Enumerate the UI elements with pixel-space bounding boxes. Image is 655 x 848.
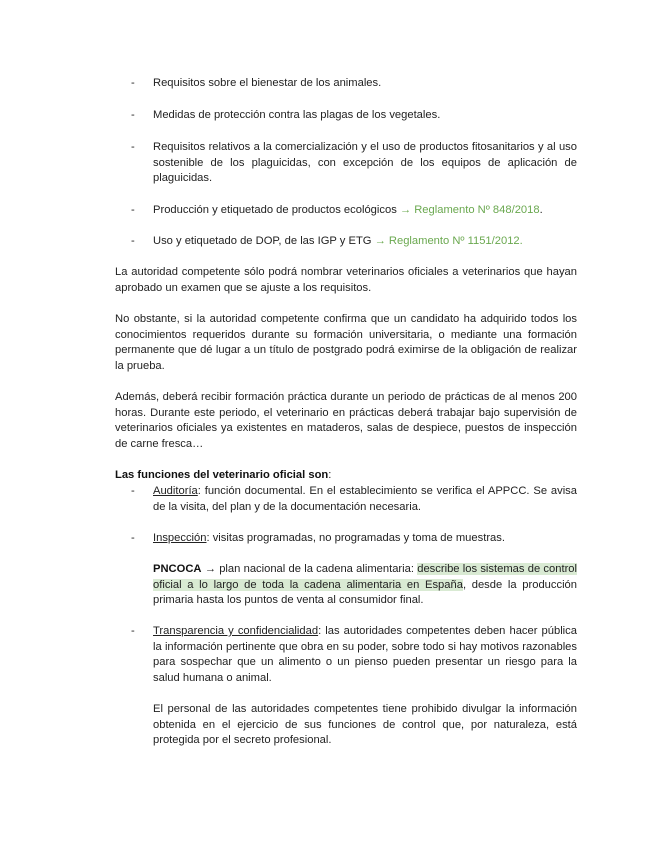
secreto-paragraph: El personal de las autoridades competentes tiene prohibido divulgar la información obtenida en el ejercicio de sus funciones de control que, por naturaleza, está protegida por el secreto profesional.: [153, 703, 577, 747]
arrow-icon: →: [374, 235, 386, 247]
bullet-dop: [153, 234, 577, 250]
pncoca-post: , desde la producción primaria hasta los puntos de venta al consumidor final.: [153, 578, 577, 607]
bullet-ecologicos-text: Producción y etiquetado de productos ecológicos: [153, 204, 397, 216]
bullet-marker: -: [131, 485, 135, 497]
bullet-transparencia: [153, 624, 577, 686]
bullet-ecologicos: [153, 203, 577, 219]
arrow-icon: →: [399, 204, 412, 216]
functions-heading: [115, 468, 577, 484]
bullet-marker: -: [131, 204, 135, 216]
bullet-bienestar: Requisitos sobre el bienestar de los animales.: [153, 77, 382, 89]
bullet-fitosanitarios: Requisitos relativos a la comercialización y el uso de productos fitosanitarios y al uso sostenible de los plaguicidas, con excepción de los equipos de aplicación de plaguicidas.: [153, 141, 577, 185]
bullet-marker: -: [131, 532, 135, 544]
functions-heading-colon: :: [328, 469, 332, 481]
bullet-plagas: Medidas de protección contra las plagas de los vegetales.: [153, 109, 441, 121]
functions-heading-text: Las funciones del veterinario oficial son: [115, 469, 329, 481]
pncoca-pre: plan nacional de la cadena alimentaria:: [219, 563, 418, 575]
reglamento-848-link[interactable]: Reglamento Nº 848/2018: [414, 204, 540, 216]
pncoca-highlight: describe los sistemas de control oficial a lo largo de toda la cadena alimentaria en España: [153, 563, 577, 591]
bullet-marker: -: [131, 109, 135, 121]
bullet-marker: -: [131, 625, 135, 637]
inspeccion-text: : visitas programadas, no programadas y toma de muestras.: [206, 532, 505, 544]
paragraph-exencion: No obstante, si la autoridad competente confirma que un candidato ha adquirido todos los conocimientos requeridos durante su formación universitaria, o mediante una formación permanente que dé lugar a un título de postgrado podrá eximirse de la obligación de realizar la prueba.: [115, 313, 577, 372]
reglamento-1151-link[interactable]: Reglamento Nº 1151/2012.: [388, 235, 523, 247]
bullet-marker: -: [131, 77, 135, 89]
transparencia-term: Transparencia y confidencialidad: [153, 625, 319, 637]
pncoca-term: PNCOCA: [153, 563, 202, 575]
bullet-dop-text: Uso y etiquetado de DOP, de las IGP y ETG: [153, 235, 372, 247]
bullet-auditoria: [153, 484, 577, 515]
bullet-ecologicos-end: .: [539, 204, 543, 216]
paragraph-nombramiento: La autoridad competente sólo podrá nombrar veterinarios oficiales a veterinarios que hayan aprobado un examen que se ajuste a los requisitos.: [115, 266, 577, 294]
bullet-marker: -: [131, 141, 135, 153]
inspeccion-term: Inspección: [153, 532, 207, 544]
pncoca-paragraph: [153, 562, 577, 609]
auditoria-text: : función documental. En el establecimiento se verifica el APPCC. Se avisa de la visita, del plan y de la documentación necesaria.: [153, 485, 577, 513]
bullet-inspeccion: [153, 531, 577, 547]
bullet-marker: -: [131, 235, 135, 247]
auditoria-term: Auditoría: [153, 485, 198, 497]
paragraph-formacion-practica: Además, deberá recibir formación práctica durante un periodo de prácticas de al menos 200 horas. Durante este periodo, el veterinario en prácticas deberá trabajar bajo supervisión de veterinarios oficiales ya existentes en mataderos, salas de despiece, puestos de inspección de carne fresca…: [115, 391, 577, 450]
arrow-icon: →: [201, 563, 220, 575]
transparencia-text: : las autoridades competentes deben hacer pública la información pertinente que obra en su poder, sobre todo si hay motivos razonables para sospechar que un alimento o un pienso pueden presentar un riesgo para la salud humana o animal.: [153, 625, 577, 684]
